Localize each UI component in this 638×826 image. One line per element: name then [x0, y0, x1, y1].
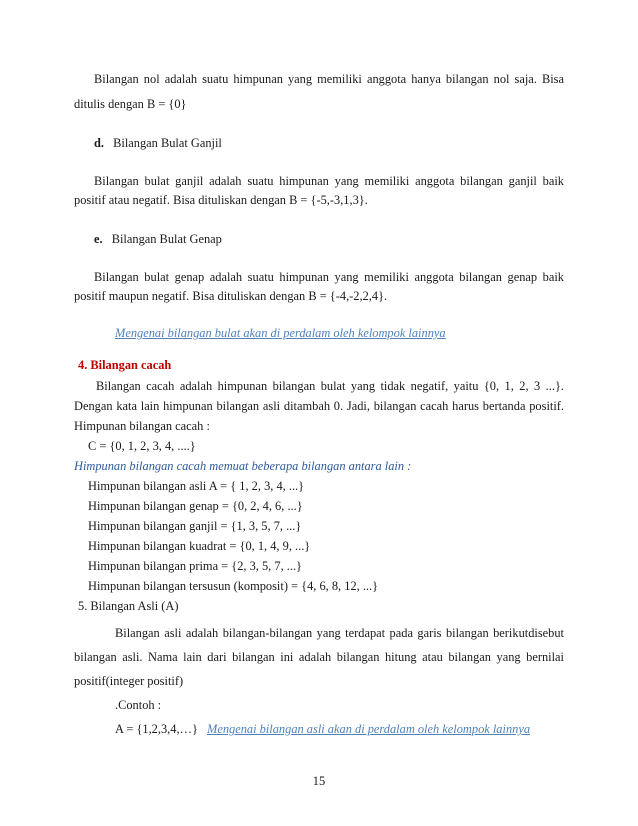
heading-bilangan-cacah: 4. Bilangan cacah: [78, 358, 172, 372]
heading-bulat-ganjil-text: Bilangan Bulat Ganjil: [113, 136, 222, 150]
paragraph-genap-line1: Bilangan bulat genap adalah suatu himpunan yang memiliki anggota bilangan genap baik: [94, 270, 564, 284]
note-cacah: Himpunan bilangan cacah memuat beberapa bilangan antara lain :: [74, 459, 412, 473]
link-bilangan-bulat[interactable]: Mengenai bilangan bulat akan di perdalam oleh kelompok lainnya: [115, 326, 446, 340]
paragraph-ganjil-line2: positif atau negatif. Bisa dituliskan dengan B = {-5,-3,1,3}.: [74, 193, 368, 207]
page-number: 15: [312, 774, 326, 788]
list-item: Himpunan bilangan kuadrat = {0, 1, 4, 9, ...}: [88, 539, 311, 553]
heading-bulat-genap-text: Bilangan Bulat Genap: [111, 232, 222, 246]
paragraph-genap-line2: positif maupun negatif. Bisa dituliskan dengan B = {-4,-2,2,4}.: [74, 289, 388, 303]
paragraph-asli-line3: positif(integer positif): [74, 674, 184, 688]
paragraph-cacah-line2: Dengan kata lain himpunan bilangan asli ditambah 0. Jadi, bilangan cacah harus bertanda positif.: [74, 399, 564, 413]
list-item: Himpunan bilangan prima = {2, 3, 5, 7, ...}: [88, 559, 303, 573]
paragraph-ganjil-line1: Bilangan bulat ganjil adalah suatu himpunan yang memiliki anggota bilangan ganjil baik: [94, 174, 564, 188]
paragraph-cacah-line1: Bilangan cacah adalah himpunan bilangan bulat yang tidak negatif, yaitu {0, 1, 2, 3 ...}.: [96, 379, 564, 393]
list-item: Himpunan bilangan asli A = { 1, 2, 3, 4, ...}: [88, 479, 305, 493]
list-marker-e: e.: [94, 232, 103, 246]
list-item: Himpunan bilangan ganjil = {1, 3, 5, 7, ...}: [88, 519, 302, 533]
contoh-label: .Contoh :: [115, 698, 162, 712]
list-marker-d: d.: [94, 136, 104, 150]
set-asli: A = {1,2,3,4,…}: [115, 722, 198, 736]
paragraph-nol-line2: ditulis dengan B = {0}: [74, 97, 187, 111]
heading-bilangan-asli: 5. Bilangan Asli (A): [78, 599, 179, 613]
example-asli: [115, 721, 530, 737]
link-bilangan-asli[interactable]: Mengenai bilangan asli akan di perdalam oleh kelompok lainnya: [207, 722, 531, 736]
paragraph-asli-line2: bilangan asli. Nama lain dari bilangan ini adalah bilangan hitung atau bilangan yang bernilai: [74, 650, 564, 664]
paragraph-nol-line1: Bilangan nol adalah suatu himpunan yang memiliki anggota hanya bilangan nol saja. Bisa: [94, 72, 564, 86]
heading-bulat-ganjil: [94, 135, 222, 151]
set-cacah: C = {0, 1, 2, 3, 4, ....}: [88, 439, 196, 453]
heading-bulat-genap: [94, 231, 222, 247]
paragraph-cacah-line3: Himpunan bilangan cacah :: [74, 419, 210, 433]
list-item: Himpunan bilangan tersusun (komposit) = {4, 6, 8, 12, ...}: [88, 579, 379, 593]
paragraph-asli-line1: Bilangan asli adalah bilangan-bilangan yang terdapat pada garis bilangan berikutdisebut: [115, 626, 564, 640]
list-item: Himpunan bilangan genap = {0, 2, 4, 6, ...}: [88, 499, 303, 513]
